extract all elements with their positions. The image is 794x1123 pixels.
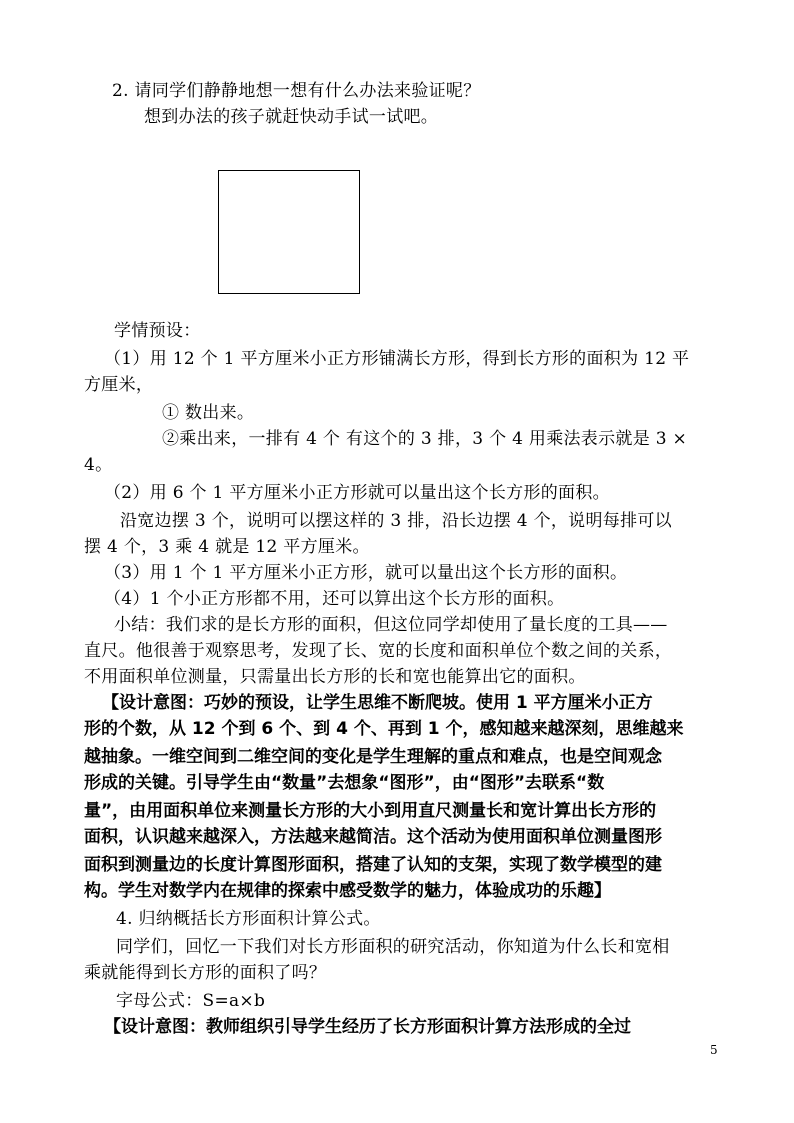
design-intent-1-line-4: 形成的关键。引导学生由“数量”去想象“图形”，由“图形”去联系“数 <box>84 773 605 793</box>
design-intent-1-line-8: 构。学生对数学内在规律的探索中感受数学的魅力，体验成功的乐趣】 <box>84 881 611 901</box>
case-2-detail-1: 沿宽边摆 3 个，说明可以摆这样的 3 排，沿长边摆 4 个，说明每排可以 <box>120 511 672 531</box>
summary-line-2: 直尺。他很善于观察思考，发现了长、宽的长度和面积单位个数之间的关系， <box>84 641 673 661</box>
design-intent-1-line-2: 形的个数，从 12 个到 6 个、到 4 个、再到 1 个，感知越来越深刻，思维越来 <box>84 719 684 739</box>
case-1-method-2: ②乘出来，一排有 4 个 有这个的 3 排，3 个 4 用乘法表示就是 3 × <box>162 429 688 449</box>
section-heading: 学情预设： <box>114 321 201 341</box>
page-number: 5 <box>710 1043 718 1057</box>
case-4: （4）1 个小正方形都不用，还可以算出这个长方形的面积。 <box>104 589 565 609</box>
summary-line-1: 小结：我们求的是长方形的面积，但这位同学却使用了量长度的工具—— <box>114 615 668 635</box>
case-1-line-2: 方厘米， <box>84 375 154 395</box>
step-4-question-line-2: 乘就能得到长方形的面积了吗？ <box>84 963 327 983</box>
case-1-line-1: （1）用 12 个 1 平方厘米小正方形铺满长方形，得到长方形的面积为 12 平 <box>104 349 690 369</box>
step-4-question-line-1: 同学们，回忆一下我们对长方形面积的研究活动，你知道为什么长和宽相 <box>116 937 670 957</box>
design-intent-1-line-6: 面积，认识越来越深入，方法越来越简洁。这个活动为使用面积单位测量图形 <box>84 827 662 847</box>
design-intent-1-line-5: 量”，由用面积单位来测量长方形的大小到用直尺测量长和宽计算出长方形的 <box>84 801 657 821</box>
question-2-prompt: 想到办法的孩子就赶快动手试一试吧。 <box>144 107 439 127</box>
design-intent-2-line-1: 【设计意图：教师组织引导学生经历了长方形面积计算方法形成的全过 <box>104 1017 631 1037</box>
step-4-heading: 4. 归纳概括长方形面积计算公式。 <box>116 909 381 929</box>
design-intent-1-line-1: 【设计意图：巧妙的预设，让学生思维不断爬坡。使用 1 平方厘米小正方 <box>102 693 653 713</box>
rectangle-figure <box>218 170 360 294</box>
question-2: 2. 请同学们静静地想一想有什么办法来验证呢？ <box>112 81 481 101</box>
summary-line-3: 不用面积单位测量，只需量出长方形的长和宽也能算出它的面积。 <box>84 667 586 687</box>
design-intent-1-line-7: 面积到测量边的长度计算图形面积，搭建了认知的支架，实现了数学模型的建 <box>84 855 662 875</box>
case-2-detail-2: 摆 4 个，3 乘 4 就是 12 平方厘米。 <box>84 537 370 557</box>
case-3: （3）用 1 个 1 平方厘米小正方形，就可以量出这个长方形的面积。 <box>104 563 628 583</box>
case-2: （2）用 6 个 1 平方厘米小正方形就可以量出这个长方形的面积。 <box>104 483 610 503</box>
letter-formula: 字母公式：S=a×b <box>116 991 266 1011</box>
case-1-method-1: ① 数出来。 <box>162 403 255 423</box>
design-intent-1-line-3: 越抽象。一维空间到二维空间的变化是学生理解的重点和难点，也是空间观念 <box>84 747 662 767</box>
case-1-method-2-cont: 4。 <box>84 455 113 475</box>
